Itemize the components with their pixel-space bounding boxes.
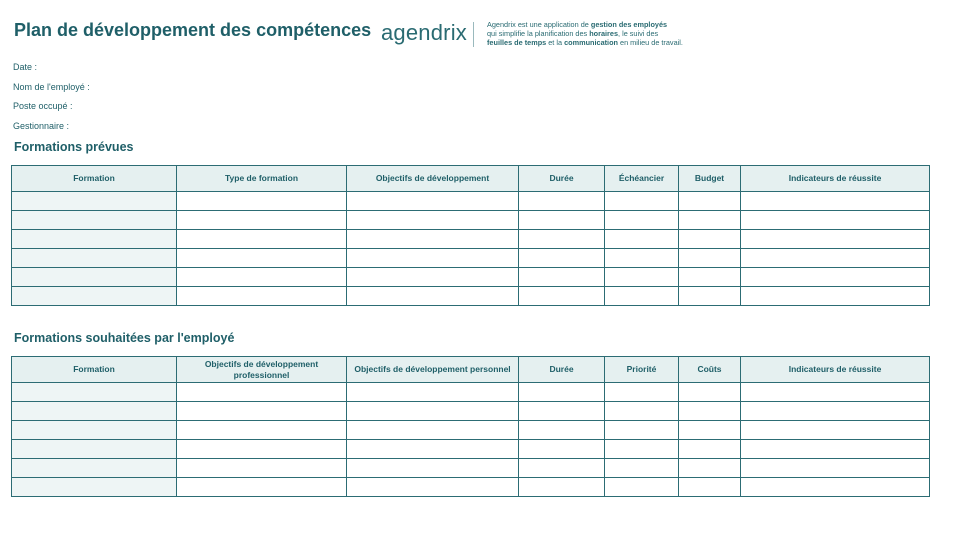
- page-title: Plan de développement des compétences: [14, 20, 372, 40]
- table-cell[interactable]: [519, 402, 605, 421]
- desired-trainings-table: [11, 356, 930, 497]
- table-cell[interactable]: [679, 421, 741, 440]
- column-header: Coûts: [679, 357, 741, 383]
- table-cell[interactable]: [741, 478, 930, 497]
- agendrix-logo: agendrix: [381, 20, 467, 45]
- table-cell[interactable]: [519, 192, 605, 211]
- tagline-bold: horaires: [589, 29, 619, 38]
- table-cell[interactable]: [12, 192, 177, 211]
- table-cell[interactable]: [519, 249, 605, 268]
- column-header: Indicateurs de réussite: [741, 357, 930, 383]
- table-row: [12, 211, 930, 230]
- table-cell[interactable]: [605, 211, 679, 230]
- table-row: [12, 287, 930, 306]
- table-cell[interactable]: [741, 287, 930, 306]
- table-cell[interactable]: [605, 268, 679, 287]
- table-cell[interactable]: [519, 478, 605, 497]
- table-cell[interactable]: [741, 383, 930, 402]
- table-cell[interactable]: [519, 421, 605, 440]
- table-cell[interactable]: [177, 383, 347, 402]
- table-cell[interactable]: [605, 383, 679, 402]
- logo-divider: [473, 22, 474, 47]
- table-cell[interactable]: [347, 383, 519, 402]
- table-cell[interactable]: [347, 287, 519, 306]
- table-cell[interactable]: [741, 211, 930, 230]
- table-cell[interactable]: [12, 440, 177, 459]
- column-header: Objectifs de développement professionnel: [177, 357, 347, 383]
- section-desired-trainings-title: Formations souhaitées par l'employé: [14, 331, 235, 345]
- table-cell[interactable]: [605, 478, 679, 497]
- table-cell[interactable]: [347, 402, 519, 421]
- table-cell[interactable]: [12, 230, 177, 249]
- table-cell[interactable]: [519, 459, 605, 478]
- table-row: [12, 421, 930, 440]
- table-cell[interactable]: [12, 478, 177, 497]
- table-cell[interactable]: [679, 192, 741, 211]
- table-cell[interactable]: [605, 230, 679, 249]
- table-cell[interactable]: [347, 192, 519, 211]
- table-header-row: [12, 166, 930, 192]
- table-cell[interactable]: [347, 211, 519, 230]
- column-header: Durée: [519, 357, 605, 383]
- column-header: Priorité: [605, 357, 679, 383]
- table-cell[interactable]: [741, 249, 930, 268]
- table-header-row: [12, 357, 930, 383]
- table-cell[interactable]: [519, 230, 605, 249]
- table-cell[interactable]: [12, 287, 177, 306]
- table-cell[interactable]: [741, 440, 930, 459]
- tagline-bold: feuilles de temps: [487, 38, 547, 47]
- table-cell[interactable]: [177, 478, 347, 497]
- table-cell[interactable]: [519, 268, 605, 287]
- column-header: Durée: [519, 166, 605, 192]
- table-cell[interactable]: [347, 268, 519, 287]
- table-row: [12, 402, 930, 421]
- table-row: [12, 268, 930, 287]
- table-cell[interactable]: [679, 230, 741, 249]
- tagline-bold: communication: [564, 38, 618, 47]
- table-cell[interactable]: [347, 249, 519, 268]
- table-cell[interactable]: [741, 402, 930, 421]
- table-cell[interactable]: [177, 402, 347, 421]
- table-row: [12, 230, 930, 249]
- table-cell[interactable]: [177, 459, 347, 478]
- table-cell[interactable]: [12, 402, 177, 421]
- table-cell[interactable]: [347, 459, 519, 478]
- table-row: [12, 459, 930, 478]
- table-cell[interactable]: [741, 192, 930, 211]
- table-cell[interactable]: [605, 421, 679, 440]
- table-cell[interactable]: [519, 383, 605, 402]
- table-cell[interactable]: [605, 249, 679, 268]
- table-cell[interactable]: [519, 211, 605, 230]
- table-cell[interactable]: [605, 440, 679, 459]
- planned-trainings-table: [11, 165, 930, 306]
- table-cell[interactable]: [519, 287, 605, 306]
- table-cell[interactable]: [741, 421, 930, 440]
- date-label: Date :: [13, 62, 38, 72]
- table-cell[interactable]: [741, 268, 930, 287]
- table-cell[interactable]: [519, 440, 605, 459]
- table-cell[interactable]: [177, 268, 347, 287]
- table-cell[interactable]: [741, 459, 930, 478]
- table-cell[interactable]: [177, 192, 347, 211]
- table-cell[interactable]: [741, 230, 930, 249]
- table-cell[interactable]: [177, 440, 347, 459]
- table-cell[interactable]: [177, 211, 347, 230]
- manager-label: Gestionnaire :: [13, 121, 70, 131]
- tagline-text: en milieu de travail.: [618, 38, 683, 47]
- table-cell[interactable]: [679, 383, 741, 402]
- table-cell[interactable]: [12, 211, 177, 230]
- table-cell[interactable]: [679, 249, 741, 268]
- tagline-bold: gestion des employés: [590, 20, 668, 29]
- table-cell[interactable]: [177, 249, 347, 268]
- tagline-text: Agendrix est une application de: [487, 20, 591, 29]
- column-header: Indicateurs de réussite: [741, 166, 930, 192]
- table-cell[interactable]: [605, 192, 679, 211]
- table-cell[interactable]: [347, 421, 519, 440]
- employee-name-label: Nom de l'employé :: [13, 82, 90, 92]
- table-cell[interactable]: [177, 421, 347, 440]
- table-cell[interactable]: [679, 459, 741, 478]
- tagline: [487, 20, 683, 47]
- column-header: Formation: [12, 166, 177, 192]
- column-header: Échéancier: [605, 166, 679, 192]
- table-cell[interactable]: [605, 459, 679, 478]
- table-cell[interactable]: [679, 478, 741, 497]
- table-row: [12, 192, 930, 211]
- table-cell[interactable]: [177, 287, 347, 306]
- table-row: [12, 249, 930, 268]
- table-cell[interactable]: [605, 402, 679, 421]
- column-header: Objectifs de développement personnel: [347, 357, 519, 383]
- table-cell[interactable]: [12, 459, 177, 478]
- table-row: [12, 383, 930, 402]
- table-row: [12, 440, 930, 459]
- table-cell[interactable]: [12, 421, 177, 440]
- table-cell[interactable]: [12, 383, 177, 402]
- column-header: Budget: [679, 166, 741, 192]
- section-planned-trainings-title: Formations prévues: [14, 140, 134, 154]
- table-cell[interactable]: [679, 211, 741, 230]
- tagline-text: et la: [546, 38, 565, 47]
- column-header: Objectifs de développement: [347, 166, 519, 192]
- table-cell[interactable]: [12, 249, 177, 268]
- table-cell[interactable]: [347, 478, 519, 497]
- table-cell[interactable]: [347, 440, 519, 459]
- table-cell[interactable]: [605, 287, 679, 306]
- tagline-text: , le suivi des: [618, 29, 659, 38]
- table-cell[interactable]: [177, 230, 347, 249]
- column-header: Formation: [12, 357, 177, 383]
- table-row: [12, 478, 930, 497]
- table-cell[interactable]: [12, 268, 177, 287]
- position-label: Poste occupé :: [13, 101, 73, 111]
- tagline-text: qui simplifie la planification des: [487, 29, 590, 38]
- table-cell[interactable]: [679, 402, 741, 421]
- table-cell[interactable]: [679, 268, 741, 287]
- table-cell[interactable]: [347, 230, 519, 249]
- table-cell[interactable]: [679, 440, 741, 459]
- table-cell[interactable]: [679, 287, 741, 306]
- column-header: Type de formation: [177, 166, 347, 192]
